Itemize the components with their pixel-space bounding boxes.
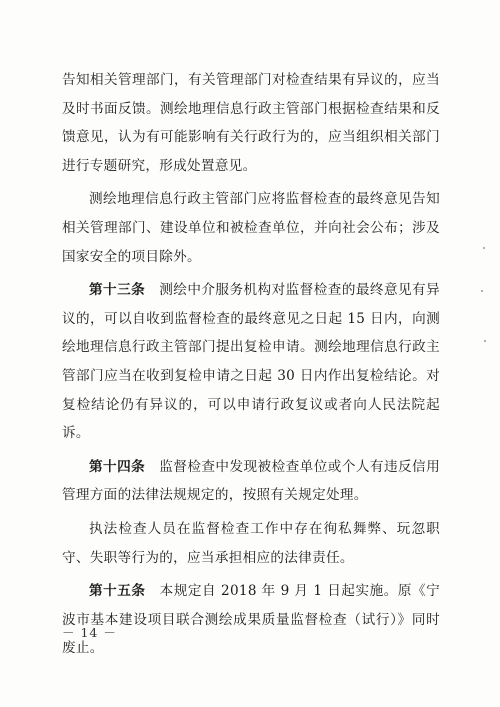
article-15-text: 本规定自 2018 年 9 月 1 日起实施。原《宁波市基本建设项目联合测绘成果质量监督检查（试行）》同时废止。 [62,583,441,657]
article-14 [62,453,440,510]
paragraph-liability [62,515,440,572]
article-13-heading: 第十三条 [89,282,146,299]
page-number: － 14 － [62,625,117,640]
article-13 [62,276,440,448]
article-13-text: 测绘中介服务机构对监督检查的最终意见有异议的，可以自收到监督检查的最终意见之日起 15 日内，向测绘地理信息行政主管部门提出复检申请。测绘地理信息行政主管部门应当在收到复检申请之日起 30 日内作出复检结论。对复检结论仍有异议的，可以申请行政复议或者向人民法院起诉。 [62,282,440,442]
article-15-heading: 第十五条 [89,583,146,600]
paragraph-text: 执法检查人员在监督检查工作中存在徇私舞弊、玩忽职守、失职等行为的，应当承担相应的法律责任。 [62,520,440,566]
paragraph-text: 告知相关管理部门，有关管理部门对检查结果有异议的，应当及时书面反馈。测绘地理信息行政主管部门根据检查结果和反馈意见，认为有可能影响有关行政行为的，应当组织相关部门进行专题研究，形成处置意见。 [62,72,440,174]
document-body [62,66,440,663]
paragraph-text: 测绘地理信息行政主管部门应将监督检查的最终意见告知相关管理部门、建设单位和被检查单位，并向社会公布；涉及国家安全的项目除外。 [62,191,440,265]
margin-speck [483,247,485,249]
paragraph-continuation [62,66,440,180]
article-14-text: 监督检查中发现被检查单位或个人有违反信用管理方面的法律法规规定的，按照有关规定处理。 [62,458,440,504]
margin-speck [484,340,486,342]
margin-speck [481,290,483,292]
article-15 [62,577,440,663]
article-14-heading: 第十四条 [89,458,146,475]
paragraph-announcement [62,185,440,271]
